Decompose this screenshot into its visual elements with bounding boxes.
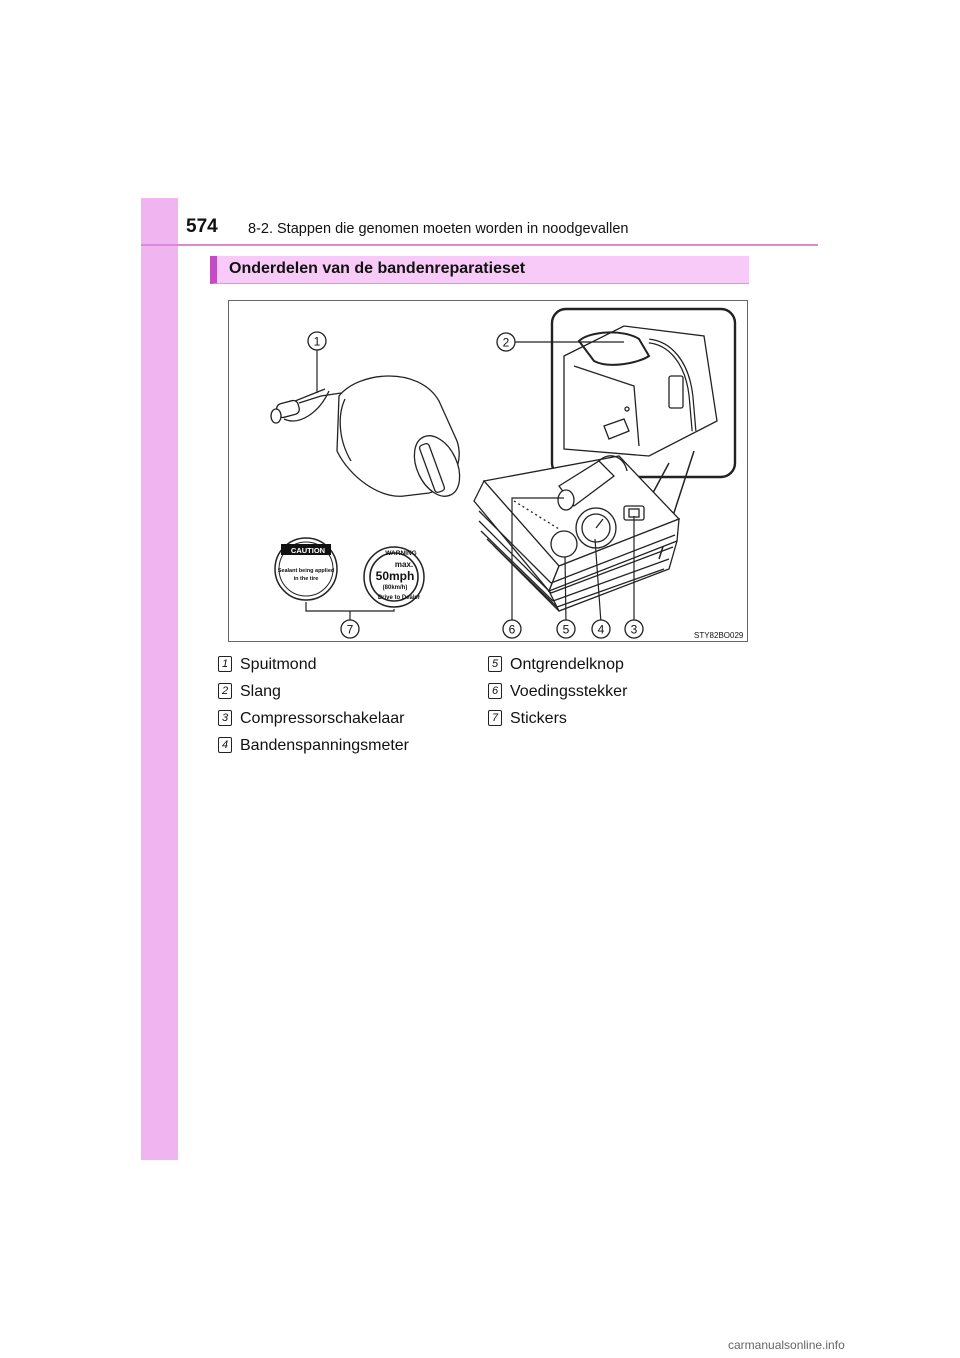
sticker-warning-max: max. xyxy=(394,560,414,569)
legend-label: Bandenspanningsmeter xyxy=(240,737,410,754)
svg-text:4: 4 xyxy=(597,622,605,637)
legend-number: 1 xyxy=(218,656,232,672)
sticker-caution-line2: in the tire xyxy=(293,576,319,582)
sticker-caution xyxy=(275,538,337,600)
page-number: 574 xyxy=(186,216,218,237)
figure-code: STY82BO029 xyxy=(694,631,744,640)
legend-label: Slang xyxy=(240,683,281,700)
legend-label: Ontgrendelknop xyxy=(510,656,624,673)
section-title: Onderdelen van de bandenreparatieset xyxy=(229,260,526,277)
svg-text:2: 2 xyxy=(502,335,510,350)
side-color-strip xyxy=(141,198,178,1160)
legend-label: Compressorschakelaar xyxy=(240,710,405,727)
sticker-warning-speed-metric: (80km/h) xyxy=(382,585,408,591)
repair-kit-figure xyxy=(228,300,748,642)
sticker-warning-speed: 50mph xyxy=(375,569,415,583)
legend-number: 2 xyxy=(218,683,232,699)
watermark: carmanualsonline.info xyxy=(728,1338,845,1352)
sticker-caution-line1: Sealant being applied xyxy=(277,568,335,574)
header-rule xyxy=(141,244,818,246)
svg-text:6: 6 xyxy=(508,622,516,637)
sticker-warning xyxy=(364,547,424,607)
legend-number: 7 xyxy=(488,710,502,726)
legend-label: Spuitmond xyxy=(240,656,317,673)
sticker-warning-footer: Drive to Dealer xyxy=(377,595,421,601)
legend-number: 5 xyxy=(488,656,502,672)
callout-5 xyxy=(557,620,575,638)
svg-text:7: 7 xyxy=(346,622,354,637)
compressor-drawing xyxy=(474,456,679,611)
legend-number: 4 xyxy=(218,737,232,753)
repair-kit-illustration xyxy=(229,301,747,641)
legend-number: 3 xyxy=(218,710,232,726)
callout-2 xyxy=(497,333,515,351)
callout-7 xyxy=(341,620,359,638)
callout-4 xyxy=(592,620,610,638)
legend-label: Voedingsstekker xyxy=(510,683,628,700)
callout-6 xyxy=(503,620,521,638)
svg-text:5: 5 xyxy=(562,622,570,637)
callout-3 xyxy=(625,620,643,638)
hose-detail-inset xyxy=(552,309,735,477)
chapter-title: 8-2. Stappen die genomen moeten worden in noodgevallen xyxy=(248,221,629,237)
svg-text:3: 3 xyxy=(630,622,638,637)
sealant-bottle-drawing xyxy=(271,376,469,503)
callout-1 xyxy=(308,332,326,350)
section-heading xyxy=(210,256,749,284)
legend-label: Stickers xyxy=(510,710,567,727)
legend-number: 6 xyxy=(488,683,502,699)
sticker-warning-heading: WARNING xyxy=(385,550,417,557)
sticker-caution-heading: CAUTION xyxy=(290,546,326,555)
svg-text:1: 1 xyxy=(313,334,321,349)
